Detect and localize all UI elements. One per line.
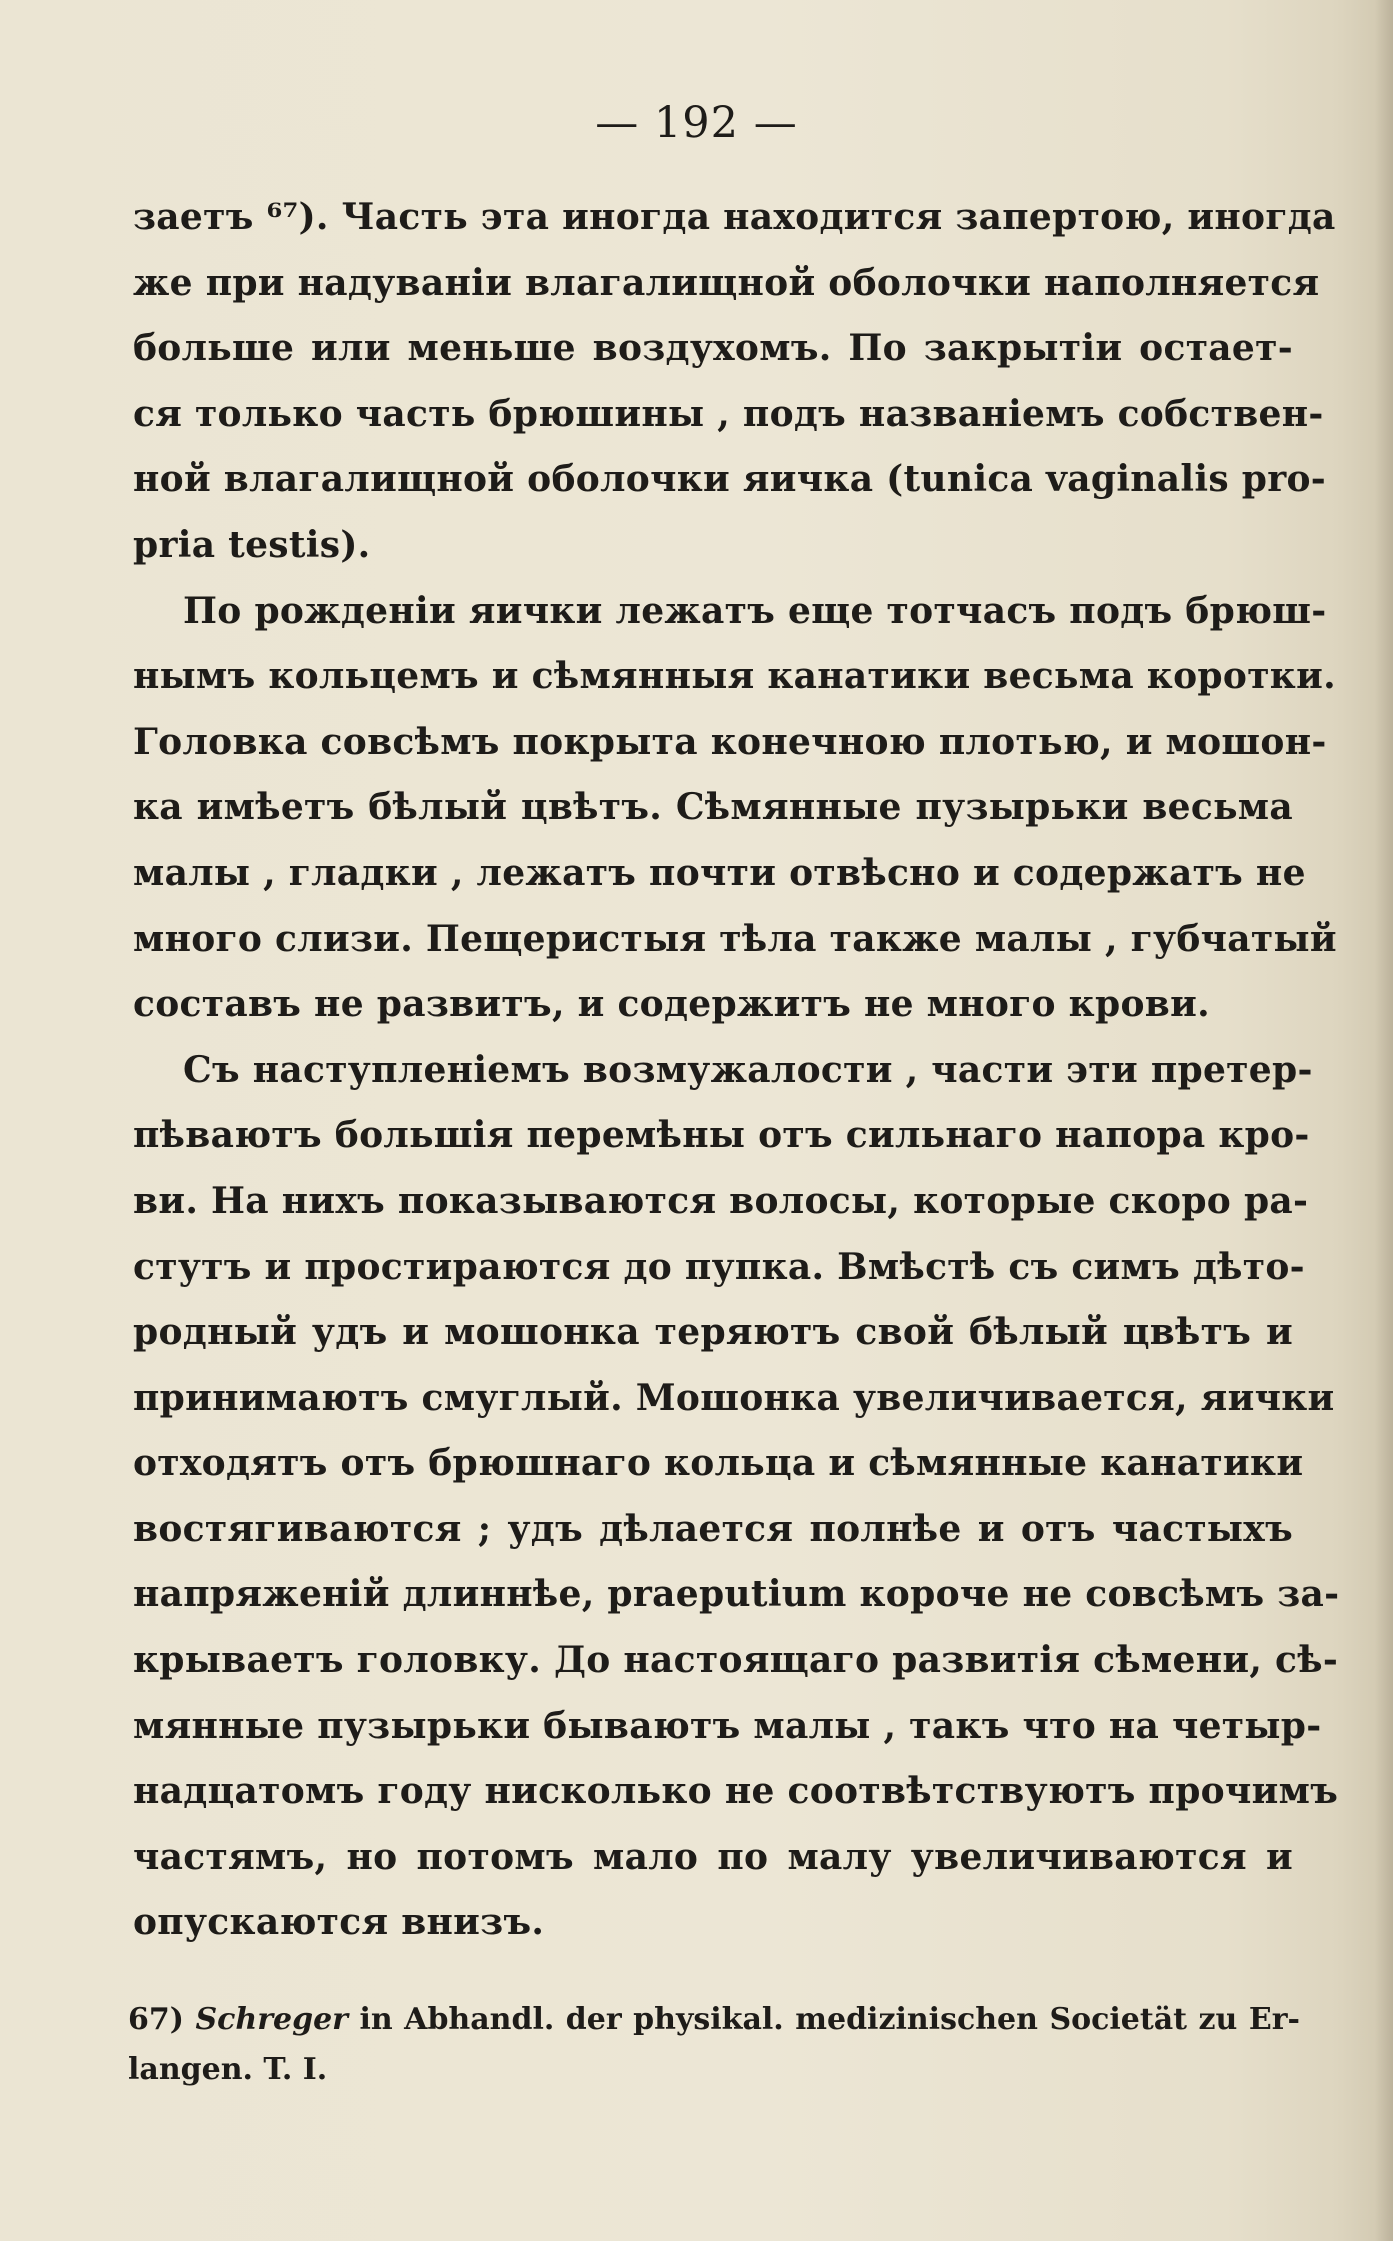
text-line: опускаются внизъ.	[133, 1901, 545, 1944]
footnote-line-1	[128, 1995, 1300, 2045]
text-line: много слизи. Пещеристыя тѣла также малы , губчатый	[133, 917, 1337, 960]
text-line: принимаютъ смуглый. Мошонка увеличивается, яички	[133, 1376, 1335, 1419]
text-line: частямъ, но потомъ мало по малу увеличиваются и	[133, 1835, 1293, 1878]
text-line: напряженій длиннѣе, praeputium короче не совсѣмъ за-	[133, 1573, 1340, 1616]
text-line: ся только часть брюшины , подъ названіемъ собствен-	[133, 392, 1324, 435]
paragraph-3	[133, 1038, 1340, 1956]
page-edge-shadow	[1375, 0, 1393, 2241]
text-line: малы , гладки , лежатъ почти отвѣсно и содержатъ не	[133, 851, 1306, 894]
text-line: заетъ ⁶⁷). Часть эта иногда находится запертою, иногда	[133, 196, 1336, 238]
paragraph-2	[133, 579, 1337, 1038]
text-line: надцатомъ году нисколько не соотвѣтствуютъ прочимъ	[133, 1770, 1339, 1813]
paragraph-1	[133, 185, 1336, 579]
text-line: Съ наступленіемъ возмужалости , части эти претер-	[183, 1048, 1313, 1091]
text-line: По рожденіи яички лежатъ еще тотчасъ подъ брюш-	[183, 589, 1327, 632]
text-line: стутъ и простираются до пупка. Вмѣстѣ съ симъ дѣто-	[133, 1245, 1305, 1288]
text-line: мянные пузырьки бываютъ малы , такъ что на четыр-	[133, 1704, 1322, 1747]
text-line: отходятъ отъ брюшнаго кольца и сѣмянные канатики	[133, 1442, 1304, 1485]
footnote-author: Schreger	[195, 2002, 348, 2037]
footnote-line-2: langen. T. I.	[128, 2052, 328, 2087]
main-text	[133, 185, 1340, 1956]
text-line: составъ не развитъ, и содержитъ не много крови.	[133, 983, 1210, 1026]
text-line: больше или меньше воздухомъ. По закрытіи остает-	[133, 327, 1293, 370]
text-line: нымъ кольцемъ и сѣмянныя канатики весьма коротки.	[133, 655, 1336, 698]
footnote	[128, 1995, 1300, 2095]
footnote-ref: 67)	[128, 2002, 184, 2037]
footnote-text: in Abhandl. der physikal. medizinischen Societät zu Er-	[359, 2002, 1300, 2037]
text-line: ка имѣетъ бѣлый цвѣтъ. Сѣмянные пузырьки весьма	[133, 786, 1293, 829]
text-line: востягиваются ; удъ дѣлается полнѣе и отъ частыхъ	[133, 1507, 1293, 1550]
page-number: — 192 —	[595, 98, 798, 148]
text-line: крываетъ головку. До настоящаго развитія сѣмени, сѣ-	[133, 1639, 1339, 1682]
text-line: же при надуваніи влагалищной оболочки наполняется	[133, 261, 1320, 304]
text-line: ной влагалищной оболочки яичка (tunica vaginalis pro-	[133, 458, 1327, 501]
text-line: Головка совсѣмъ покрыта конечною плотью, и мошон-	[133, 720, 1327, 763]
text-line: родный удъ и мошонка теряютъ свой бѣлый цвѣтъ и	[133, 1311, 1293, 1354]
text-line: ви. На нихъ показываются волосы, которые скоро ра-	[133, 1179, 1309, 1222]
text-line: пѣваютъ большія перемѣны отъ сильнаго напора кро-	[133, 1114, 1310, 1157]
text-line: pria testis).	[133, 523, 371, 566]
